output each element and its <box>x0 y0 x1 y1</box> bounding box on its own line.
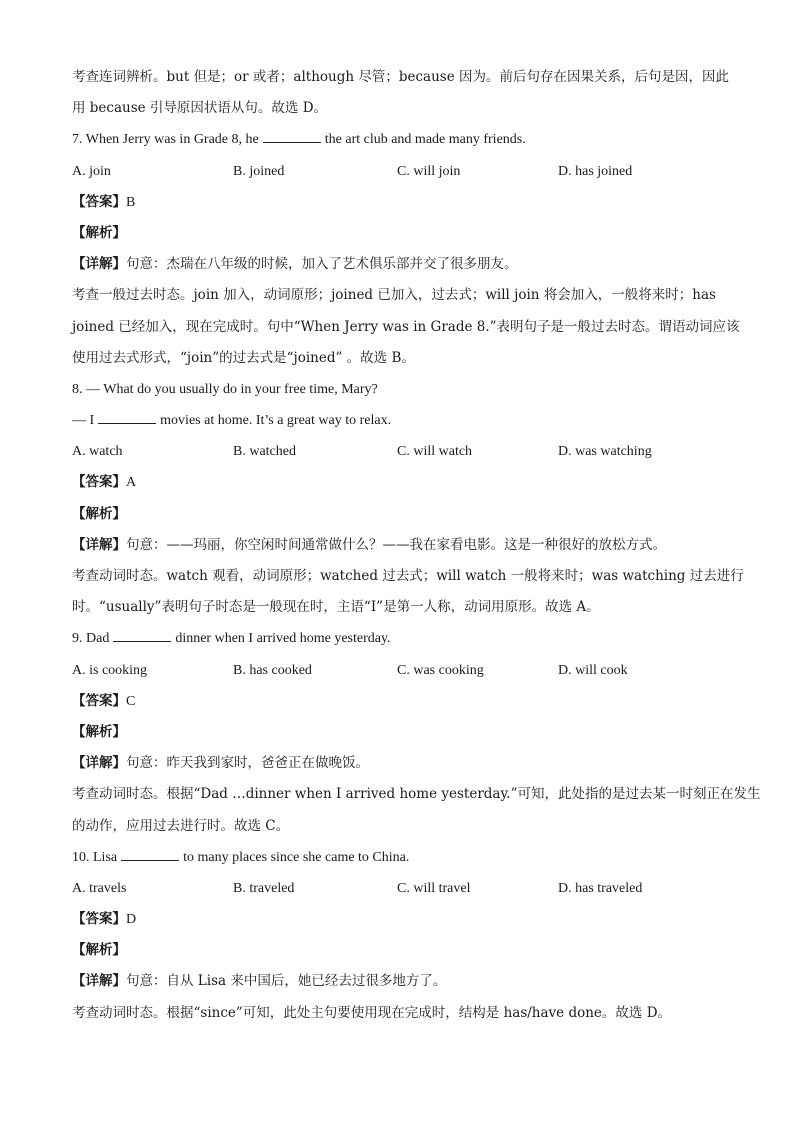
answer-blank <box>263 130 321 143</box>
question-9-explain-2: 的动作，应用过去进行时。故选 C。 <box>72 817 290 834</box>
option-c: C. was cooking <box>397 662 484 678</box>
option-b: B. has cooked <box>233 662 312 678</box>
option-d: D. has joined <box>558 163 633 179</box>
intro-line-2: 用 because 引导原因状语从句。故选 D。 <box>72 100 328 117</box>
answer-tag: 【答案】 <box>72 193 126 210</box>
answer-value: C <box>126 693 136 709</box>
question-9-answer <box>72 686 722 717</box>
question-8-answer <box>72 467 722 498</box>
option-b: B. watched <box>233 444 296 460</box>
question-7-detail: 【详解】句意：杰瑞在八年级的时候，加入了艺术俱乐部并交了很多朋友。 <box>72 256 518 273</box>
question-7-stem: 7. When Jerry was in Grade 8, he the art club and made many friends. <box>72 132 526 148</box>
answer-value: B <box>126 194 136 210</box>
question-7-analysis <box>72 218 722 249</box>
analysis-tag: 【解析】 <box>72 224 126 241</box>
option-d: D. was watching <box>558 444 652 460</box>
answer-value: D <box>126 912 137 928</box>
detail-tag: 【详解】 <box>72 256 126 273</box>
question-8-explain-2: 时。“usually”表明句子时态是一般现在时，主语“I”是第一人称，动词用原形。故选 A。 <box>72 599 600 616</box>
question-9-explain-1: 考查动词时态。根据“Dad …dinner when I arrived home yesterday.”可知，此处指的是过去某一时刻正在发生 <box>72 786 761 803</box>
question-10-options <box>72 873 722 904</box>
detail-tag: 【详解】 <box>72 536 126 553</box>
option-a: A. is cooking <box>72 662 148 678</box>
option-a: A. watch <box>72 444 123 460</box>
option-b: B. joined <box>233 163 285 179</box>
option-a: A. join <box>72 163 111 179</box>
answer-blank <box>98 411 156 424</box>
option-d: D. has traveled <box>558 880 643 896</box>
question-9-analysis <box>72 717 722 748</box>
question-9-options <box>72 655 722 686</box>
document-page <box>72 62 761 1029</box>
question-9-detail: 【详解】句意：昨天我到家时，爸爸正在做晚饭。 <box>72 755 369 772</box>
question-8-options <box>72 436 722 467</box>
option-c: C. will watch <box>397 444 473 460</box>
question-7-explain-1: 考查一般过去时态。join 加入，动词原形；joined 已加入，过去式；will join 将会加入，一般将来时；has <box>72 287 716 304</box>
question-7-explain-3: 使用过去式形式，“join”的过去式是“joined” 。故选 B。 <box>72 349 415 366</box>
question-10-answer <box>72 904 722 935</box>
answer-tag: 【答案】 <box>72 474 126 491</box>
analysis-tag: 【解析】 <box>72 505 126 522</box>
question-7-explain-2: joined 已经加入，现在完成时。句中“When Jerry was in Grade 8.”表明句子是一般过去时态。谓语动词应该 <box>72 318 740 335</box>
detail-tag: 【详解】 <box>72 755 126 772</box>
option-c: C. will travel <box>397 880 471 896</box>
question-10-explain-1: 考查动词时态。根据“since”可知，此处主句要使用现在完成时，结构是 has/have done。故选 D。 <box>72 1004 672 1021</box>
analysis-tag: 【解析】 <box>72 723 126 740</box>
option-d: D. will cook <box>558 662 628 678</box>
question-8-explain-1: 考查动词时态。watch 观看，动词原形；watched 过去式；will watch 一般将来时；was watching 过去进行 <box>72 568 744 584</box>
question-10-detail: 【详解】句意：自从 Lisa 来中国后，她已经去过很多地方了。 <box>72 973 447 990</box>
question-10-stem: 10. Lisa to many places since she came to China. <box>72 849 410 865</box>
answer-blank <box>121 848 179 861</box>
option-c: C. will join <box>397 163 461 179</box>
intro-line-1: 考查连词辨析。but 但是；or 或者；although 尽管；because 因为。前后句存在因果关系，后句是因，因此 <box>72 69 730 85</box>
answer-tag: 【答案】 <box>72 911 126 928</box>
question-8-stem-2: — I movies at home. It’s a great way to relax. <box>72 413 392 429</box>
question-7-options <box>72 156 722 187</box>
answer-tag: 【答案】 <box>72 692 126 709</box>
option-a: A. travels <box>72 880 127 896</box>
question-7-answer <box>72 187 722 218</box>
question-8-analysis <box>72 499 722 530</box>
answer-blank <box>113 629 171 642</box>
question-8-detail: 【详解】句意：——玛丽，你空闲时间通常做什么？——我在家看电影。这是一种很好的放松方式。 <box>72 536 666 553</box>
answer-value: A <box>126 475 137 491</box>
detail-tag: 【详解】 <box>72 973 126 990</box>
question-9-stem: 9. Dad dinner when I arrived home yesterday. <box>72 631 391 647</box>
analysis-tag: 【解析】 <box>72 942 126 959</box>
question-8-stem-1: 8. — What do you usually do in your free time, Mary? <box>72 381 378 397</box>
question-10-analysis <box>72 935 722 966</box>
option-b: B. traveled <box>233 880 295 896</box>
